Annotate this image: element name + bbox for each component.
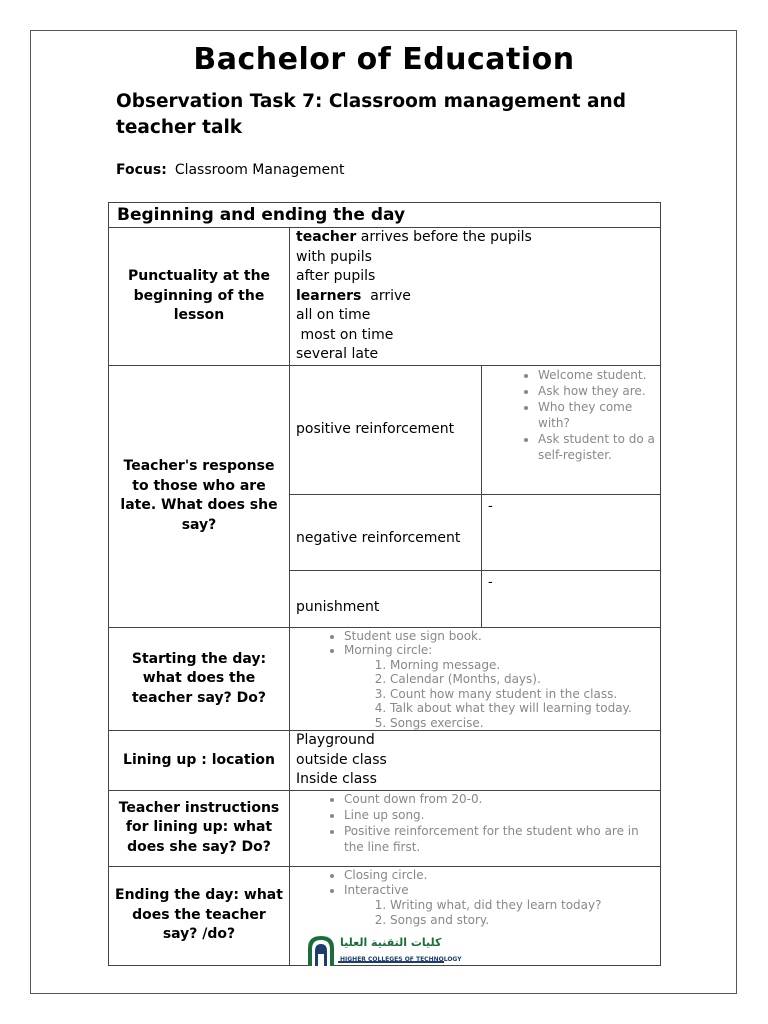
list-item: 2. Songs and story.	[390, 913, 660, 928]
lining-instructions-label: Teacher instructions for lining up: what does she say? Do?	[109, 790, 290, 866]
location-playground: Playground	[296, 732, 375, 748]
interactive-text: Interactive	[344, 882, 409, 897]
table-row	[109, 228, 661, 366]
teacher-word: teacher	[296, 229, 357, 245]
punctuality-label: Punctuality at the beginning of the lesson	[109, 228, 290, 366]
location-outside-class: outside class	[296, 751, 387, 768]
lining-up-locations	[290, 731, 661, 791]
list-item: • Welcome student.	[538, 367, 660, 383]
option-most-on-time: most on time	[296, 326, 394, 343]
table-row	[109, 365, 661, 494]
option-after-pupils: after pupils	[296, 268, 376, 284]
negative-reinforcement-value: -	[482, 494, 661, 570]
list-item: • Line up song.	[344, 807, 660, 823]
option-all-on-time: all on time	[296, 307, 371, 323]
teacher-line-rest: arrives before the pupils	[356, 229, 532, 245]
negative-reinforcement-label: negative reinforcement	[290, 494, 482, 570]
list-item: 5. Songs exercise.	[390, 716, 660, 731]
starting-day-label: Starting the day: what does the teacher say? Do?	[109, 627, 290, 731]
logo-arabic-text: كليات التقنية العليا	[340, 936, 442, 949]
morning-circle-text: Morning circle:	[344, 643, 433, 657]
list-item: • Closing circle.	[344, 868, 660, 883]
list-item: 3. Count how many student in the class.	[390, 687, 660, 702]
late-response-label: Teacher's response to those who are late. What does she say?	[109, 365, 290, 627]
focus-label: Focus:	[116, 162, 167, 178]
option-several-late: several late	[296, 346, 379, 362]
list-item: • Count down from 20-0.	[344, 791, 660, 807]
table-row	[109, 203, 661, 228]
learners-word: learners	[296, 287, 362, 304]
lining-up-label: Lining up : location	[109, 731, 290, 791]
focus-line	[116, 162, 345, 178]
table-row	[109, 731, 661, 791]
focus-value: Classroom Management	[174, 162, 345, 178]
list-item: 1. Morning message.	[390, 658, 660, 673]
list-item: 4. Talk about what they will learning today.	[390, 701, 660, 716]
punishment-label: punishment	[290, 570, 482, 627]
positive-reinforcement-notes	[482, 365, 661, 494]
starting-day-notes	[290, 627, 661, 731]
observation-table	[108, 202, 661, 966]
list-item: • Positive reinforcement for the student who are in the line first.	[344, 823, 660, 855]
table-row	[109, 627, 661, 731]
lining-instructions-notes	[290, 790, 661, 866]
logo-english-text: HIGHER COLLEGES OF TECHNOLOGY	[340, 956, 462, 963]
punishment-value: -	[482, 570, 661, 627]
document-title: Bachelor of Education	[193, 42, 575, 77]
punctuality-options	[290, 228, 661, 366]
location-inside-class: Inside class	[296, 771, 377, 787]
list-item: • Ask how they are.	[538, 383, 660, 399]
list-item	[344, 883, 660, 928]
section-title: Beginning and ending the day	[109, 203, 661, 228]
list-item	[344, 643, 660, 730]
list-item: 2. Calendar (Months, days).	[390, 672, 660, 687]
list-item: • Student use sign book.	[344, 629, 660, 644]
list-item: 1. Writing what, did they learn today?	[390, 898, 660, 913]
list-item: • Ask student to do a self-register.	[538, 431, 660, 463]
document-subtitle: Observation Task 7: Classroom management and teacher talk	[116, 91, 626, 138]
ending-day-label: Ending the day: what does the teacher say? /do?	[109, 866, 290, 965]
list-item: • Who they come with?	[538, 399, 660, 431]
option-with-pupils: with pupils	[296, 248, 372, 265]
positive-reinforcement-label: positive reinforcement	[290, 365, 482, 494]
table-row	[109, 790, 661, 866]
learners-line-rest: arrive	[361, 287, 411, 304]
